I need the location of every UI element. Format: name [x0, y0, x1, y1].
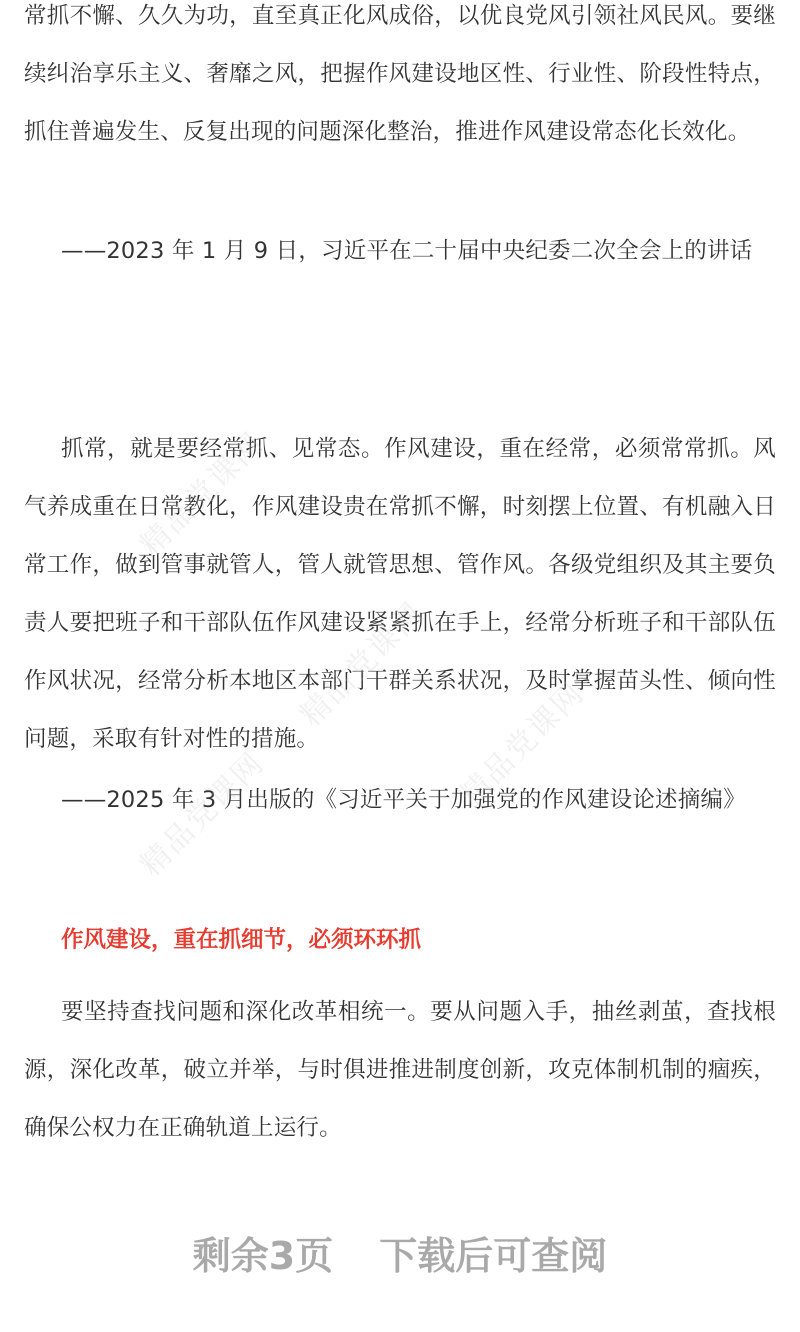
watermark: 精品党课网 [293, 595, 432, 734]
section-heading: 作风建设，重在抓细节，必须环环抓 [61, 927, 422, 953]
download-prompt-banner[interactable] [0, 1228, 800, 1284]
download-to-read-label: 下载后可查阅 [379, 1234, 608, 1278]
body-paragraph-2: 抓常，就是要经常抓、见常态。作风建设，重在经常，必须常常抓。风气养成重在日常教化，作风建设贵在常抓不懈，时刻摆上位置、有机融入日常工作，做到管事就管人，管人就管思想、管作风。各级党组织及其主要负责人要把班子和干部队伍作风建设紧紧抓在手上，经常分析班子和干部队伍作风状况，经常分析本地区本部门干群关系状况，及时掌握苗头性、倾向性问题，采取有针对性的措施。 [24, 436, 776, 752]
watermark: 精品党课网 [453, 675, 592, 814]
watermark: 精品党课网 [133, 425, 272, 564]
quote-attribution-1: ——2023 年 1 月 9 日，习近平在二十届中央纪委二次全会上的讲话 [61, 238, 753, 264]
body-paragraph-1: 常抓不懈、久久为功，直至真正化风成俗，以优良党风引领社风民风。要继续纠治享乐主义、奢靡之风，把握作风建设地区性、行业性、阶段性特点，抓住普遍发生、反复出现的问题深化整治，推进作风建设常态化长效化。 [24, 3, 776, 145]
watermark: 精品党课网 [133, 745, 272, 884]
quote-attribution-2: ——2025 年 3 月出版的《习近平关于加强党的作风建设论述摘编》 [61, 787, 746, 813]
remaining-pages-label: 剩余3页 [192, 1234, 334, 1278]
body-paragraph-3: 要坚持查找问题和深化改革相统一。要从问题入手，抽丝剥茧，查找根源，深化改革，破立并举，与时俱进推进制度创新，攻克体制机制的痼疾，确保公权力在正确轨道上运行。 [24, 999, 776, 1141]
